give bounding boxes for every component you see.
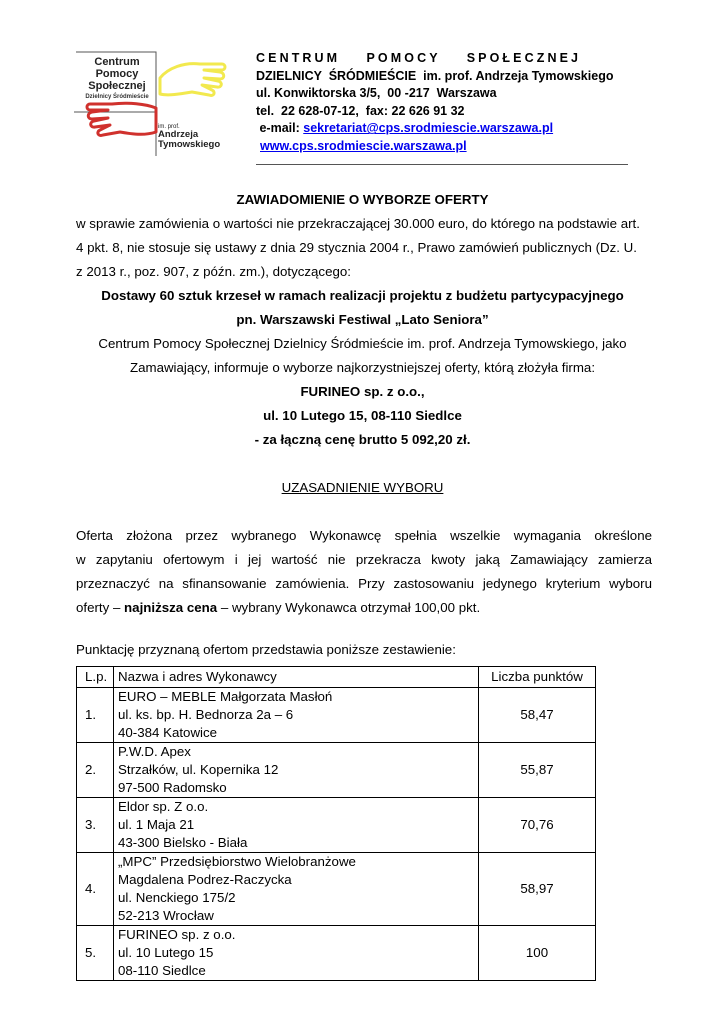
- contractor-line: Eldor sp. Z o.o.: [118, 799, 209, 814]
- organization-logo: [72, 48, 242, 160]
- winner-price: - za łączną cenę brutto 5 092,20 zł.: [254, 432, 471, 447]
- contractor-line: Strzałków, ul. Kopernika 12: [118, 762, 279, 777]
- column-header: Nazwa i adres Wykonawcy: [114, 667, 479, 688]
- table-intro: Punktację przyznaną ofertom przedstawia poniższe zestawienie:: [76, 642, 456, 657]
- contractor-line: ul. 10 Lutego 15: [118, 945, 214, 960]
- letterhead-email-row: [256, 120, 686, 138]
- logo-patron-name: [158, 130, 240, 150]
- logo-patron-prefix: im. prof.: [158, 124, 180, 130]
- contractor-line: ul. ks. bp. H. Bednorza 2a – 6: [118, 707, 294, 722]
- points-cell: 55,87: [479, 743, 596, 798]
- website-link[interactable]: www.cps.srodmiescie.warszawa.pl: [260, 138, 467, 153]
- points-cell: 58,97: [479, 853, 596, 926]
- table-row: [77, 688, 596, 743]
- letterhead-phone: tel. 22 628-07-12, fax: 22 626 91 32: [256, 103, 465, 118]
- email-label: e-mail:: [256, 121, 304, 136]
- table-header-row: [77, 667, 596, 688]
- letterhead-address: ul. Konwiktorska 3/5, 00 -217 Warszawa: [256, 86, 497, 101]
- document-title: ZAWIADOMIENIE O WYBORZE OFERTY: [236, 192, 489, 207]
- contractor-cell: [114, 798, 479, 853]
- logo-name-line: Pomocy: [95, 68, 139, 80]
- justification-heading: UZASADNIENIE WYBORU: [281, 480, 444, 495]
- points-cell: 58,47: [479, 688, 596, 743]
- logo-patron-line: Tymowskiego: [158, 139, 221, 150]
- row-number: 4.: [77, 853, 114, 926]
- justification-text: oferty –: [76, 600, 125, 615]
- contractor-line: EURO – MEBLE Małgorzata Masłoń: [118, 689, 333, 704]
- contractor-line: Magdalena Podrez-Raczycka: [118, 872, 292, 887]
- table-row: [77, 743, 596, 798]
- table-row: [77, 798, 596, 853]
- table-row: [77, 853, 596, 926]
- points-cell: 70,76: [479, 798, 596, 853]
- letterhead-website-row: [256, 138, 686, 156]
- row-number: 2.: [77, 743, 114, 798]
- scoring-table: [76, 666, 596, 981]
- contractor-cell: [114, 688, 479, 743]
- contractor-line: ul. Nenckiego 175/2: [118, 890, 236, 905]
- contractor-cell: [114, 853, 479, 926]
- logo-name-line: Społecznej: [88, 80, 146, 92]
- logo-name-line: Centrum: [94, 56, 140, 68]
- column-header: Liczba punktów: [479, 667, 596, 688]
- contractor-line: 52-213 Wrocław: [118, 908, 214, 923]
- announcer-line: Centrum Pomocy Społecznej Dzielnicy Śródmieście im. prof. Andrzeja Tymowskiego, jako: [98, 336, 627, 351]
- row-number: 1.: [77, 688, 114, 743]
- contractor-line: „MPC” Przedsiębiorstwo Wielobranżowe: [118, 854, 356, 869]
- row-number: 3.: [77, 798, 114, 853]
- row-number: 5.: [77, 926, 114, 981]
- contractor-line: ul. 1 Maja 21: [118, 817, 195, 832]
- table-row: [77, 926, 596, 981]
- logo-name: [78, 56, 156, 92]
- justification-line: przeznaczyć na sfinansowanie zamówienia. Przy zastosowaniu jedynego kryterium wyboru: [76, 576, 652, 591]
- contractor-line: P.W.D. Apex: [118, 744, 191, 759]
- column-header: L.p.: [77, 667, 114, 688]
- contractor-line: 40-384 Katowice: [118, 725, 218, 740]
- justification-text: – wybrany Wykonawca otrzymał 100,00 pkt.: [217, 600, 481, 615]
- logo-district: Dzielnicy Śródmieście: [85, 94, 149, 100]
- letterhead-org-name: CENTRUM POMOCY SPOŁECZNEJ: [256, 51, 582, 65]
- contractor-line: 43-300 Bielsko - Biała: [118, 835, 248, 850]
- contractor-line: 97-500 Radomsko: [118, 780, 227, 795]
- logo-patron-line: Andrzeja: [158, 129, 199, 140]
- announcer-line: Zamawiający, informuje o wyborze najkorzystniejszej oferty, którą złożyła firma:: [129, 360, 596, 375]
- subject-line: pn. Warszawski Festiwal „Lato Seniora”: [236, 312, 489, 327]
- intro-line: 4 pkt. 8, nie stosuje się ustawy z dnia 29 stycznia 2004 r., Prawo zamówień publicznych (Dz. U.: [76, 240, 637, 255]
- justification-line: w zapytaniu ofertowym i jej wartość nie przekracza kwoty jaką Zamawiający zamierza: [76, 552, 652, 567]
- letterhead: [256, 50, 686, 156]
- points-cell: 100: [479, 926, 596, 981]
- winner-address: ul. 10 Lutego 15, 08-110 Siedlce: [263, 408, 462, 423]
- intro-line: w sprawie zamówienia o wartości nie przekraczającej 30.000 euro, do którego na podstawie art.: [76, 216, 640, 231]
- contractor-line: FURINEO sp. z o.o.: [118, 927, 236, 942]
- intro-line: z 2013 r., poz. 907, z późn. zm.), dotyczącego:: [76, 264, 351, 279]
- subject-line: Dostawy 60 sztuk krzeseł w ramach realizacji projektu z budżetu partycypacyjnego: [101, 288, 624, 303]
- justification-criterion: najniższa cena: [124, 600, 218, 615]
- contractor-line: 08-110 Siedlce: [118, 963, 206, 978]
- header-divider: [256, 164, 628, 165]
- justification-line: Oferta złożona przez wybranego Wykonawcę spełnia wszelkie wymagania określone: [76, 528, 652, 543]
- email-link[interactable]: sekretariat@cps.srodmiescie.warszawa.pl: [303, 121, 554, 136]
- justification-last-line: [76, 600, 480, 616]
- contractor-cell: [114, 926, 479, 981]
- letterhead-district: DZIELNICY ŚRÓDMIEŚCIE im. prof. Andrzeja Tymowskiego: [256, 68, 614, 83]
- winner-name: FURINEO sp. z o.o.,: [300, 384, 425, 399]
- contractor-cell: [114, 743, 479, 798]
